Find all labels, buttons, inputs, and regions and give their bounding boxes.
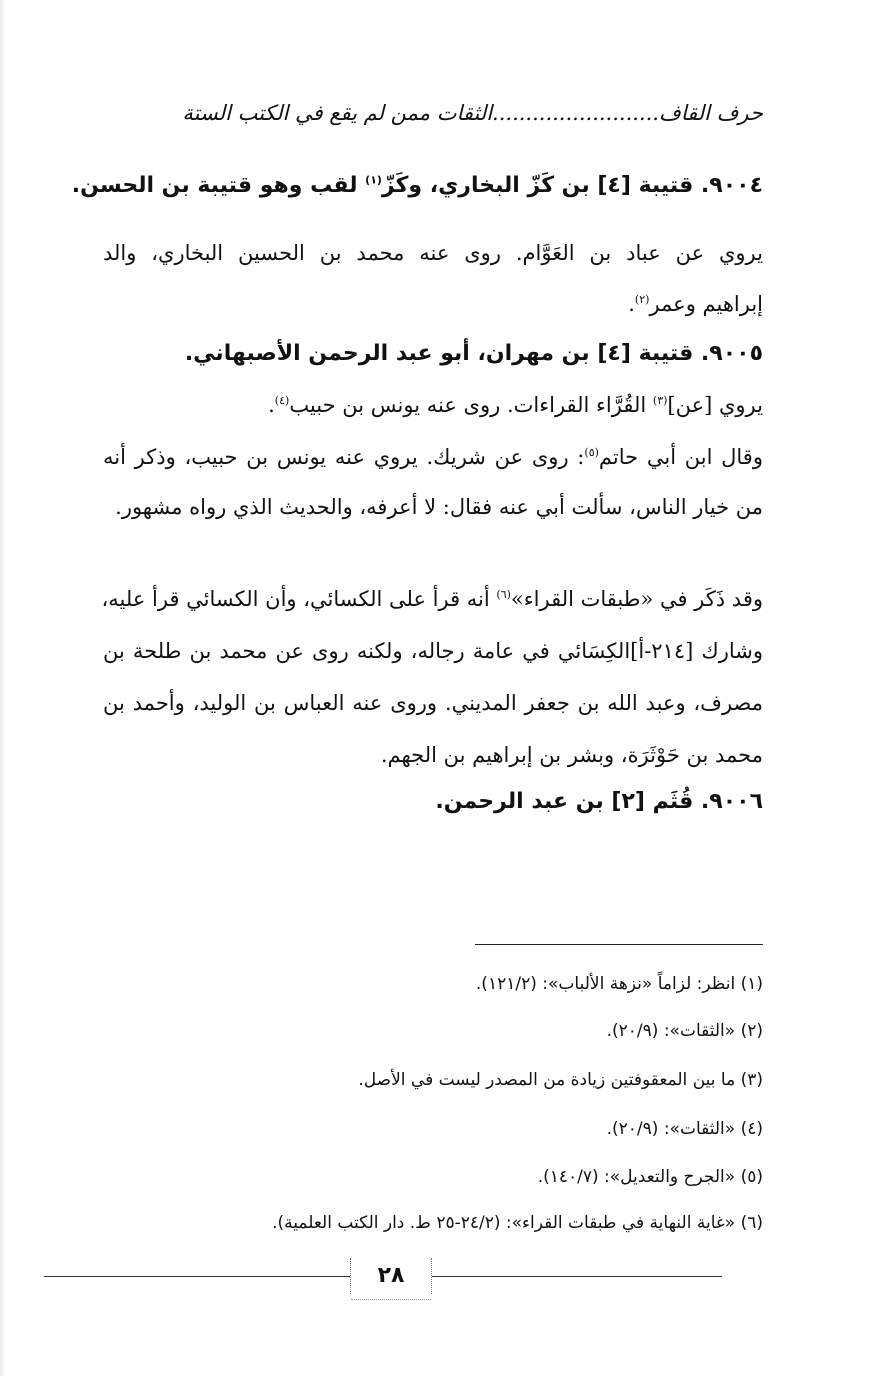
body-line-tail: . [268,393,275,417]
body-line-text: وقال ابن أبي حاتم [598,445,763,469]
footnote-3: (٣) ما بين المعقوفتين زيادة من المصدر ليست في الأصل. [358,1070,763,1090]
body-line [103,384,763,426]
body-line-tail: القُرَّاء القراءات. روى عنه يونس بن حبيب [289,393,653,417]
body-line-tail: . [628,292,635,316]
body-line [103,486,763,528]
body-line-text: إبراهيم وعمر [649,292,763,316]
entry-heading-9004 [71,166,763,206]
entry-heading-9006 [103,782,763,822]
page-number: ٢٨ [350,1258,432,1294]
entry-heading-9006-text: ٩٠٠٦. قُثَم [٢] بن عبد الرحمن. [435,789,763,814]
entry-heading-9004-tail: لقب وهو قتيبة بن الحسن. [71,173,358,198]
footnote-ref-2[interactable]: (٢) [634,293,650,306]
body-line-text: وشارك [٢١٤-أ]الكِسَائي في عامة رجاله، ولكنه روى عن محمد بن طلحة بن [103,639,764,663]
body-line-tail: أنه قرأ على الكسائي، وأن الكسائي قرأ عليه، [101,587,497,611]
running-header-title: .الثقات ممن لم يقع في الكتب الستة [182,101,499,125]
footnote-2: (٢) «الثقات»: (٢٠/٩). [606,1021,763,1041]
body-line [103,232,763,274]
footnote-ref-4[interactable]: (٤) [274,394,290,407]
body-line [103,283,763,325]
footnote-separator [475,944,763,945]
scan-edge-shadow [0,0,6,1376]
body-line-tail: : روى عن شريك. يروي عنه يونس بن حبيب، وذكر أنه [103,445,585,469]
body-line [103,436,763,478]
body-line [103,578,763,620]
entry-heading-9004-text: ٩٠٠٤. قتيبة [٤] بن كَزّ البخاري، وكَزّ [381,173,763,198]
running-header [103,98,763,128]
body-line-text: مصرف، وعبد الله بن جعفر المديني. وروى عنه العباس بن الوليد، وأحمد بن [103,691,763,715]
body-line-text: محمد بن حَوْثَرَة، وبشر بن إبراهيم بن الجهم. [380,743,763,767]
footnote-ref-3[interactable]: (٣) [652,394,668,407]
footnote-6: (٦) «غاية النهاية في طبقات القراء»: (٢٤/٢-٢٥ ط. دار الكتب العلمية). [272,1213,763,1233]
body-line [103,734,763,776]
footnote-5: (٥) «الجرح والتعديل»: (١٤٠/٧). [537,1167,763,1187]
footnote-1: (١) انظر: لزاماً «نزهة الألباب»: (١٢١/٢). [475,974,763,994]
body-line [103,682,763,724]
running-header-dots: ........................ [498,101,659,125]
footnote-ref-6[interactable]: (٦) [496,588,511,601]
running-header-chapter: حرف القاف [658,101,763,125]
body-line-text: وقد ذَكَر في «طبقات القراء» [510,587,763,611]
footnote-ref-1[interactable]: (١) [365,173,382,187]
footnote-4: (٤) «الثقات»: (٢٠/٩). [606,1119,763,1139]
footnote-ref-5[interactable]: (٥) [584,446,599,459]
entry-heading-9005 [103,334,763,374]
body-line-text: يروي عن عباد بن العَوَّام. روى عنه محمد بن الحسين البخاري، والد [103,241,763,265]
body-line-text: من خيار الناس، سألت أبي عنه فقال: لا أعرفه، والحديث الذي رواه مشهور. [115,495,763,519]
body-line-text: يروي [عن] [667,393,763,417]
body-line [103,630,763,672]
entry-heading-9005-text: ٩٠٠٥. قتيبة [٤] بن مهران، أبو عبد الرحمن الأصبهاني. [184,341,763,366]
